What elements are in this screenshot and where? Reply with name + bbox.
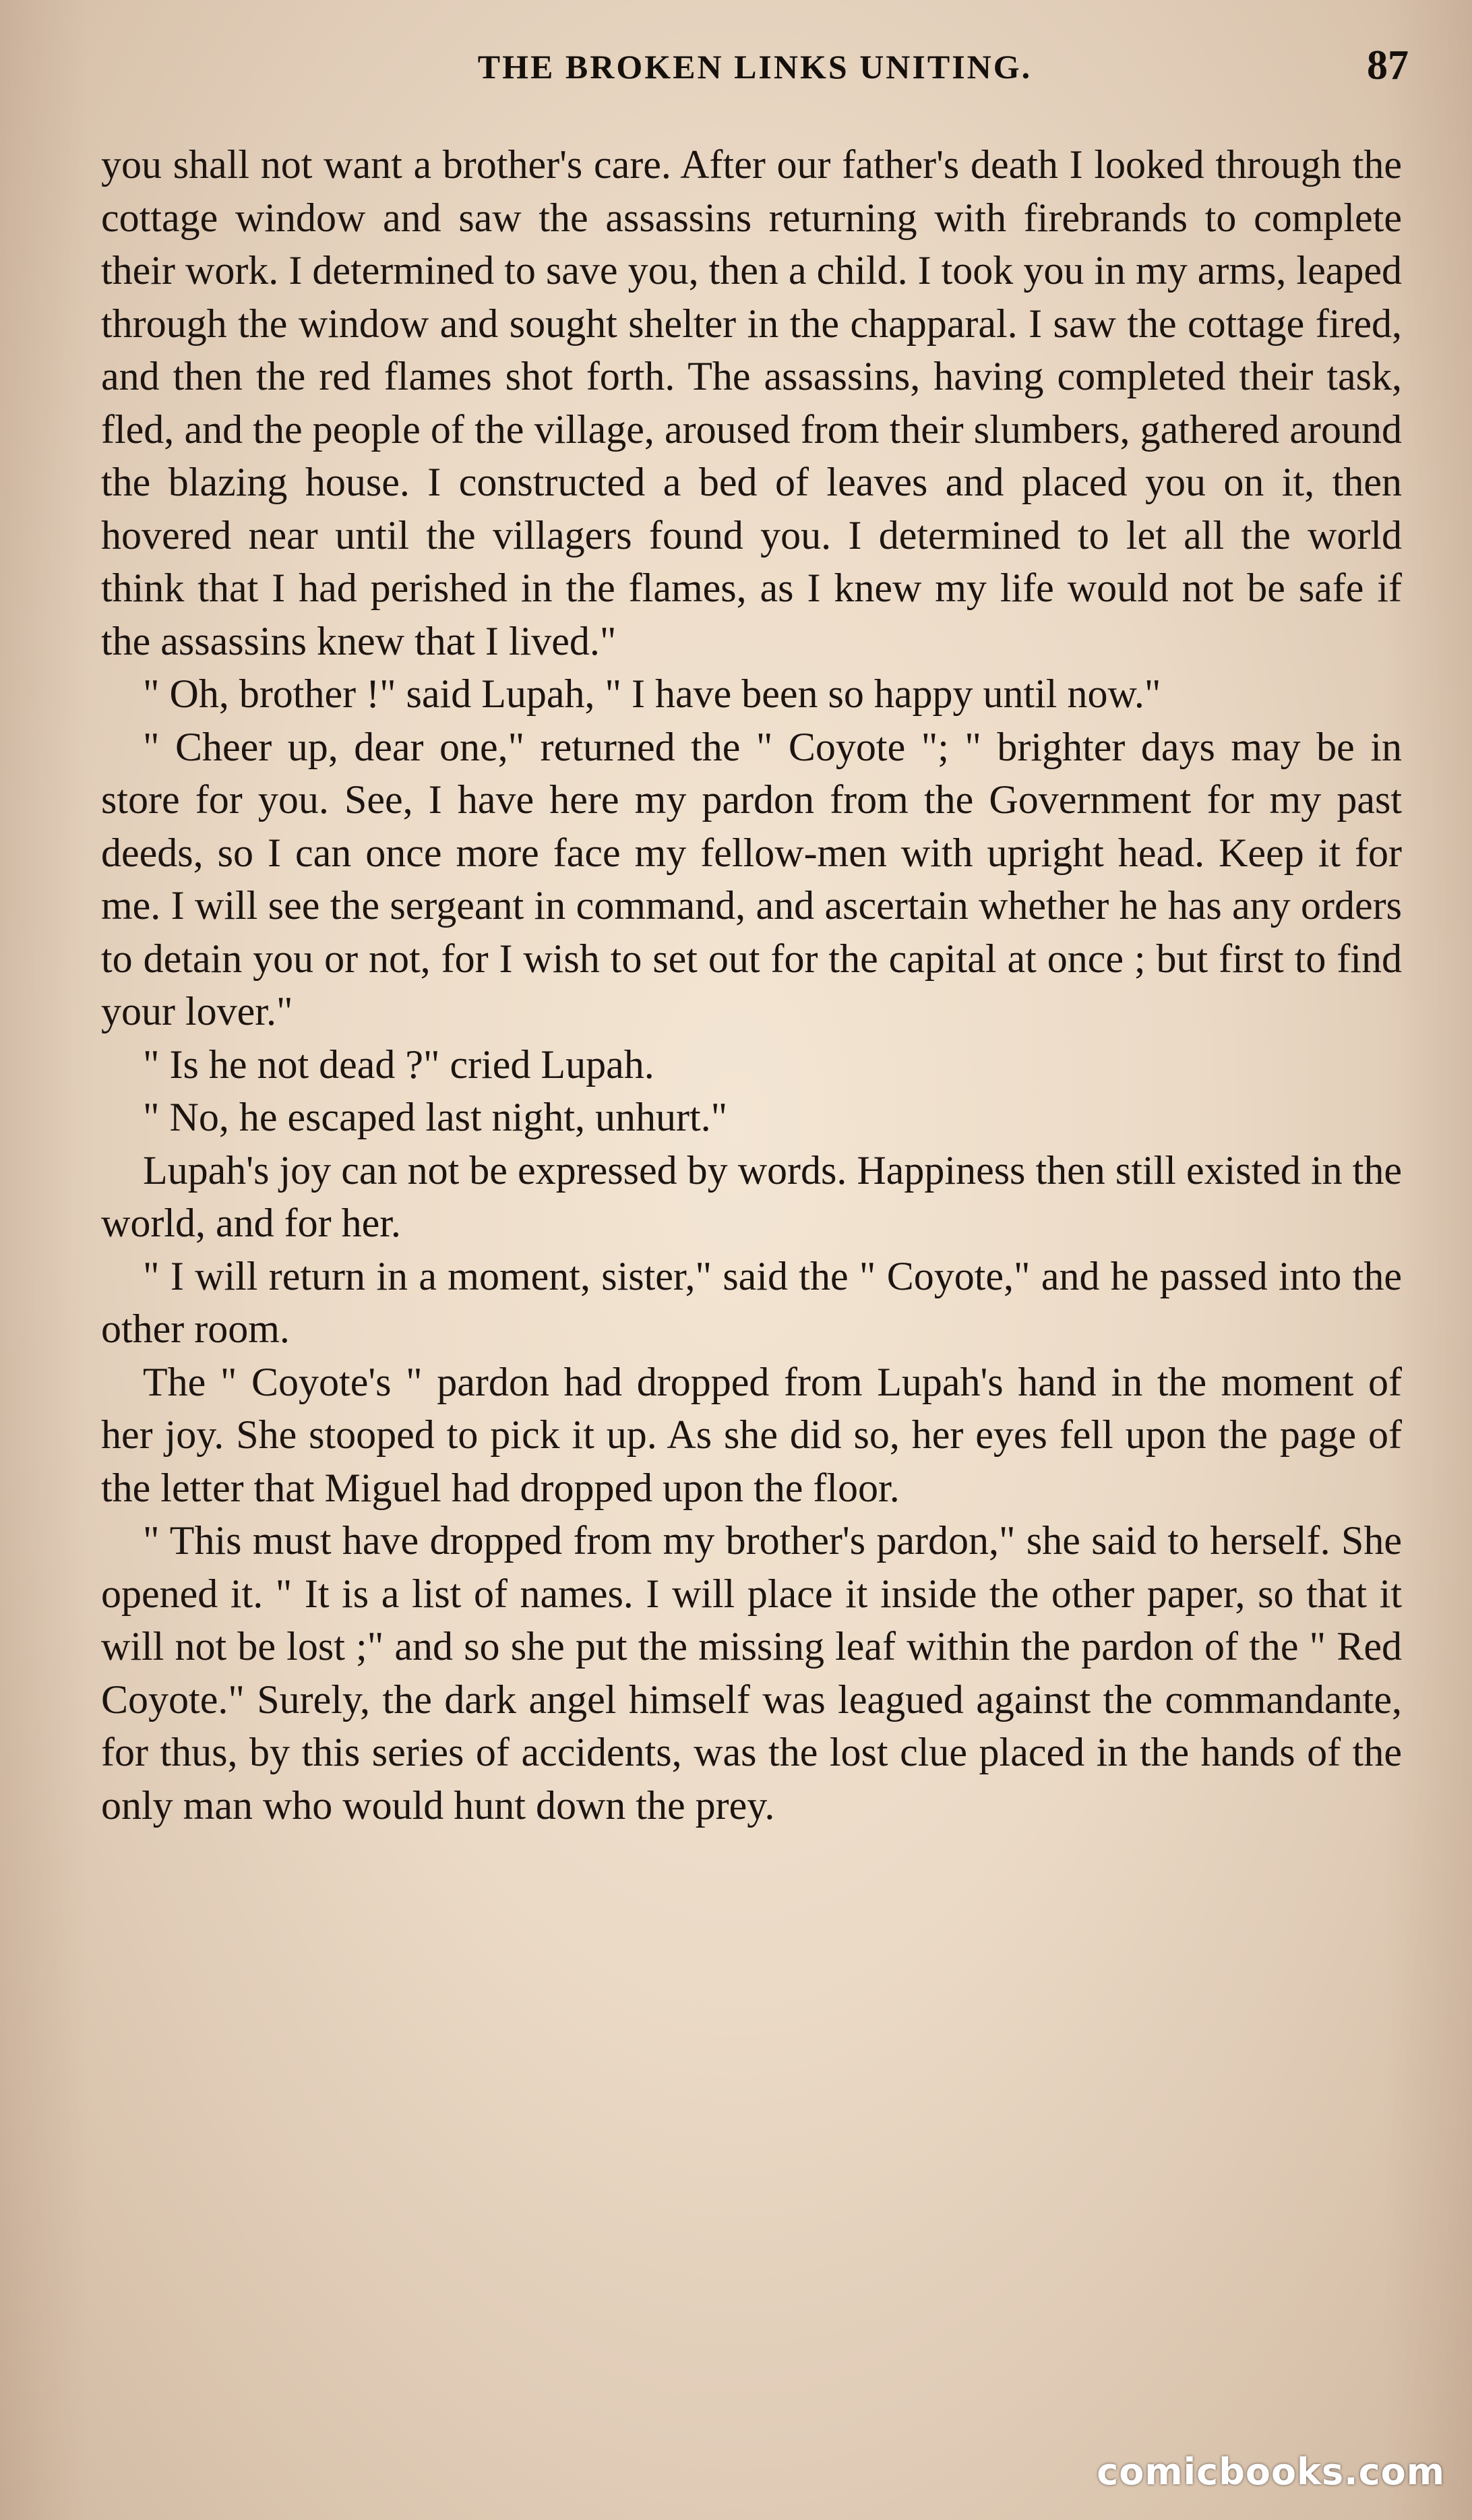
- watermark: comicbooks.com: [1097, 2451, 1445, 2493]
- paragraph-4: " Is he not dead ?" cried Lupah.: [143, 1042, 654, 1087]
- paragraph-6: Lupah's joy can not be expressed by words. Happiness then still existed in the world, and for her.: [101, 1147, 1402, 1245]
- running-title: THE BROKEN LINKS UNITING.: [477, 48, 1033, 86]
- paragraph-1: you shall not want a brother's care. After our father's death I looked through the cottage window and saw the assassins returning with firebrands to complete their work. I determined to save you, then a child. I took you in my arms, leaped through the window and sought shelter in the chapparal. I saw the cottage fired, and then the red flames shot forth. The assassins, having completed their task, fled, and the people of the village, aroused from their slumbers, gathered around the blazing house. I constructed a bed of leaves and placed you on it, then hovered near until the villagers found you. I determined to let all the world think that I had perished in the flames, as I knew my life would not be safe if the assassins knew that I lived.": [101, 142, 1402, 663]
- page-number: 87: [1367, 42, 1409, 88]
- paragraph-8: The " Coyote's " pardon had dropped from Lupah's hand in the moment of her joy. She stooped to pick it up. As she did so, her eyes fell upon the page of the letter that Miguel had dropped upon the floor.: [101, 1359, 1402, 1510]
- paragraph-7: " I will return in a moment, sister," said the " Coyote," and he passed into the other room.: [101, 1253, 1402, 1351]
- paragraph-9: " This must have dropped from my brother's pardon," she said to herself. She opened it. " It is a list of names. I will place it inside the other paper, so that it will not be lost ;" and so she put the missing leaf within the pardon of the " Red Coyote." Surely, the dark angel himself was leagued against the commandante, for thus, by this series of accidents, was the lost clue placed in the hands of the only man who would hunt down the prey.: [101, 1518, 1402, 1828]
- paragraph-2: " Oh, brother !" said Lupah, " I have been so happy until now.": [143, 671, 1161, 716]
- body-text: [101, 138, 1402, 1832]
- paragraph-3: " Cheer up, dear one," returned the " Coyote "; " brighter days may be in store for you. See, I have here my pardon from the Government for my past deeds, so I can once more face my fellow-men with upright head. Keep it for me. I will see the sergeant in command, and ascertain whether he has any orders to detain you or not, for I wish to set out for the capital at once ; but first to find your lover.": [101, 724, 1402, 1033]
- paragraph-5: " No, he escaped last night, unhurt.": [143, 1095, 728, 1139]
- running-head: [101, 42, 1409, 102]
